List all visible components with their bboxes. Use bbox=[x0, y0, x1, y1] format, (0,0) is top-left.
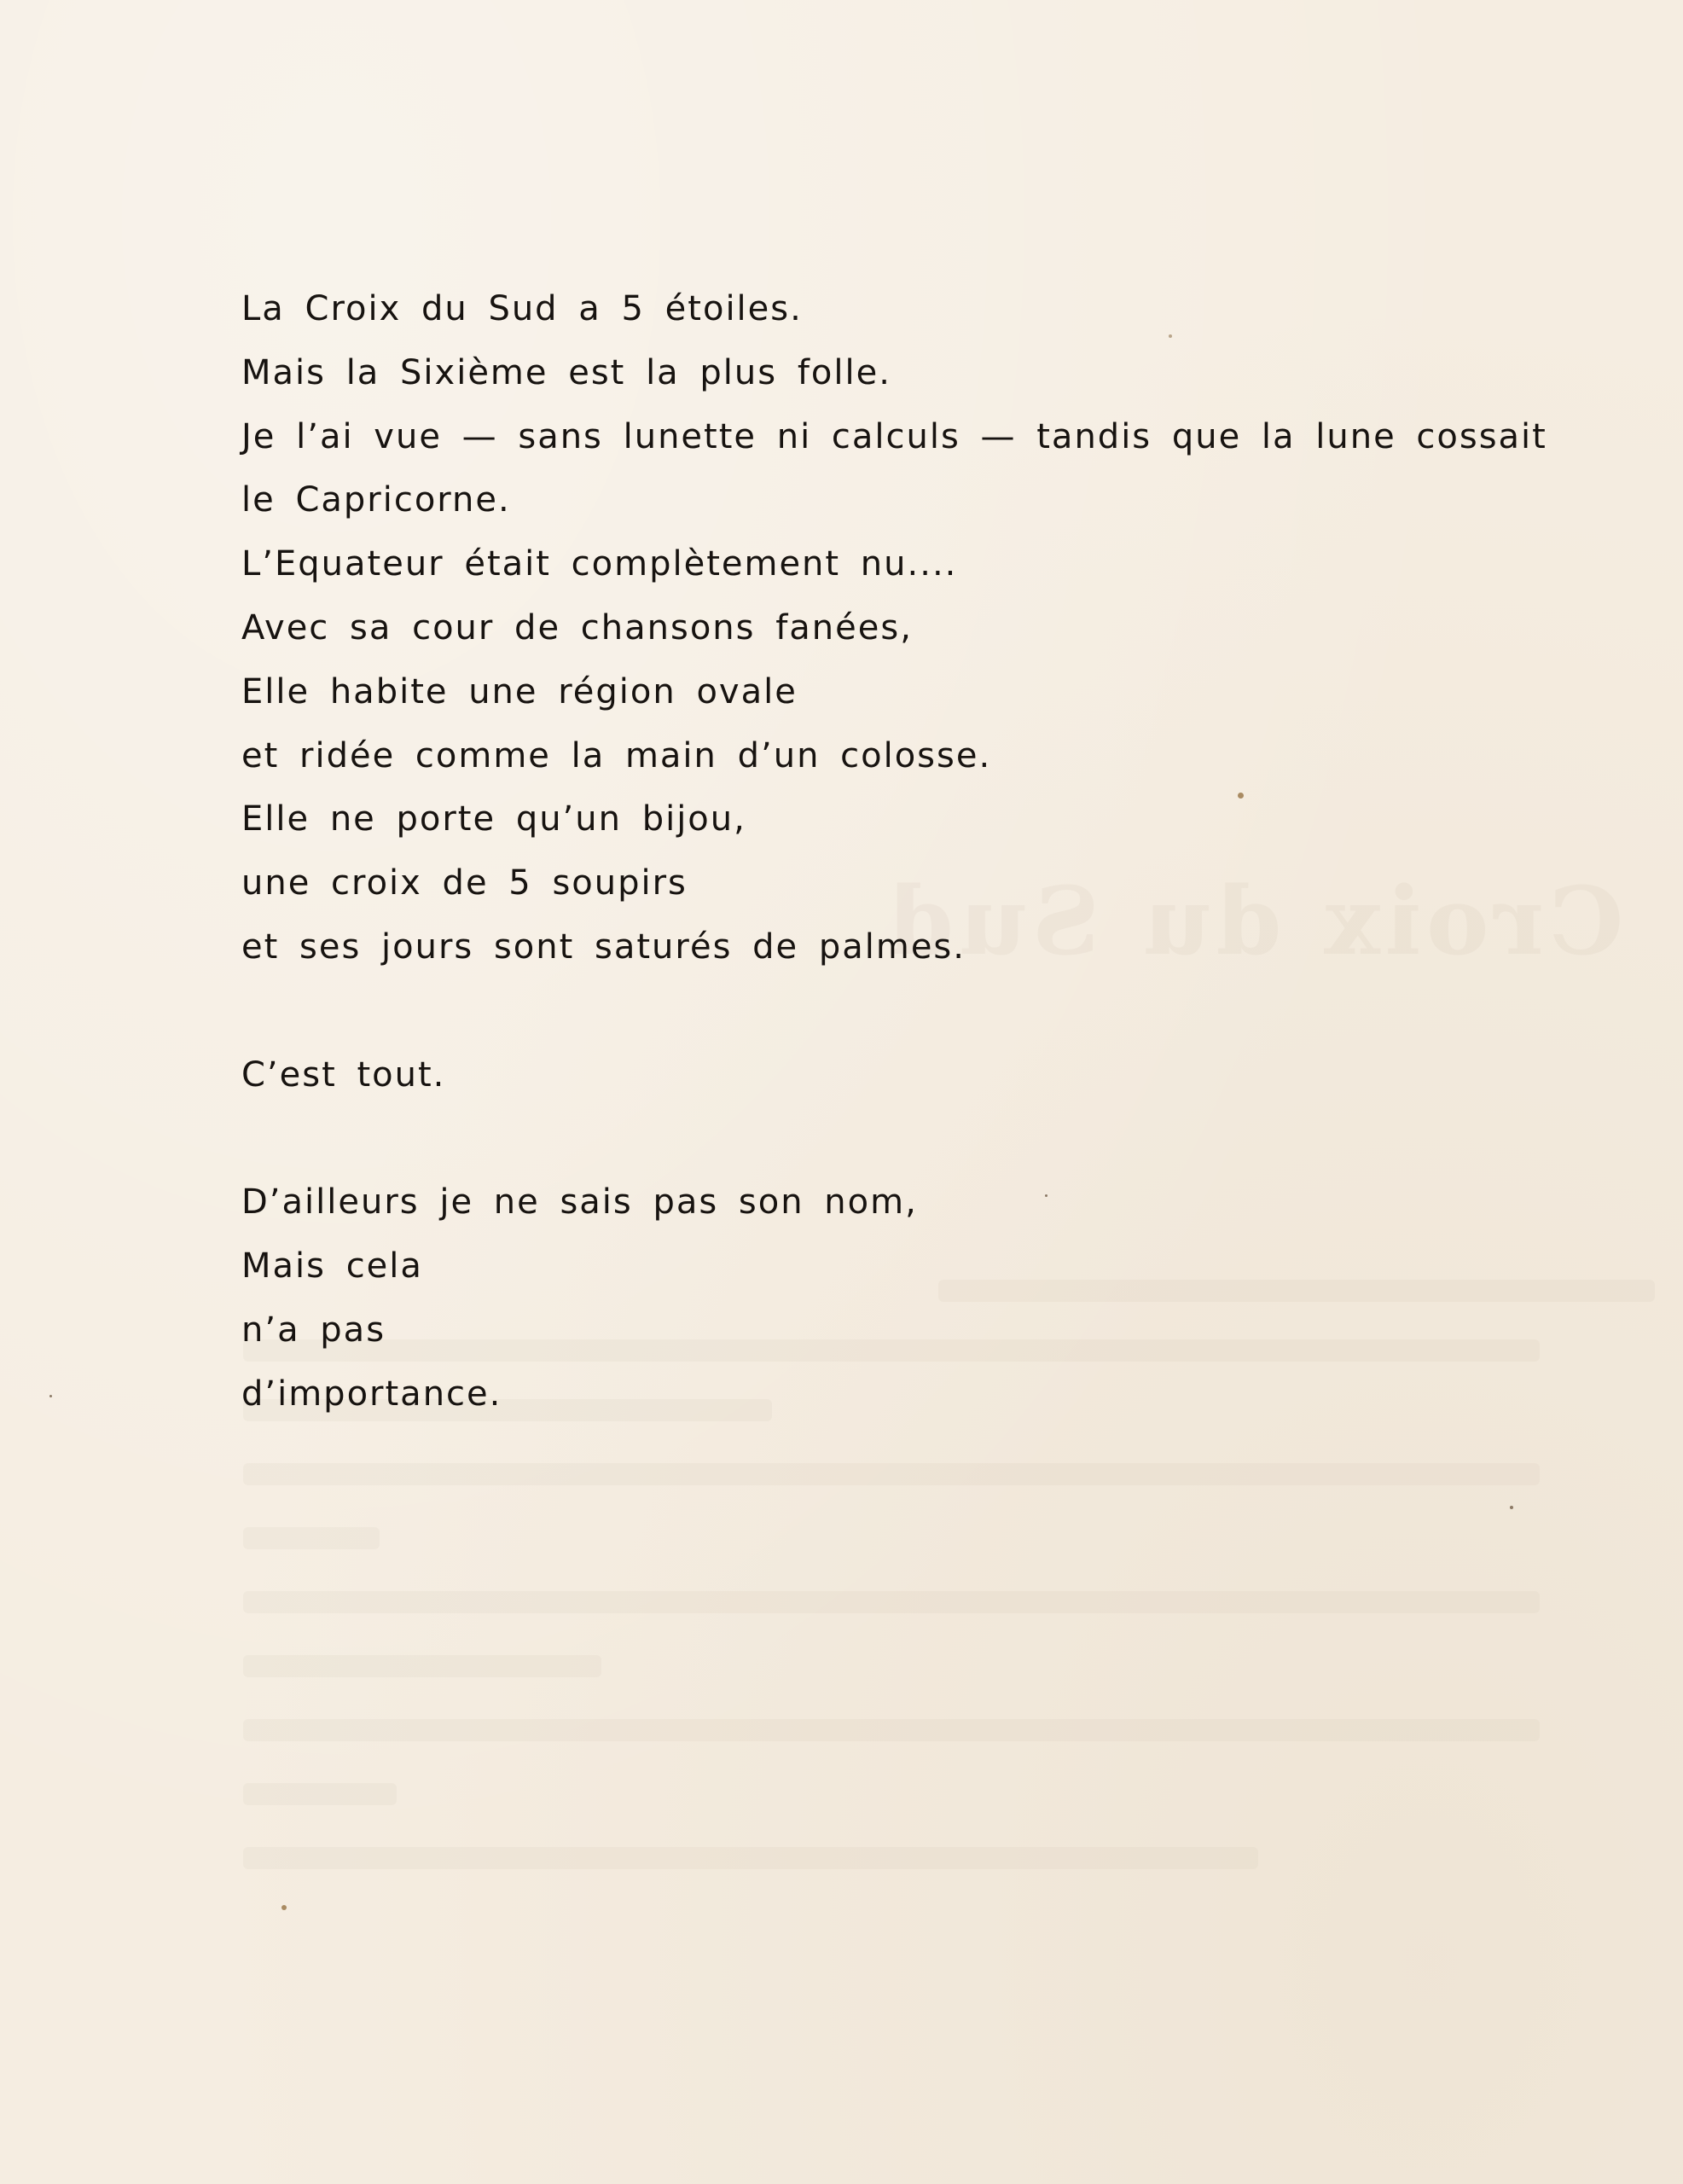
poem-line: La Croix du Sud a 5 étoiles. bbox=[241, 289, 803, 328]
bleed-through-line bbox=[243, 1591, 1540, 1613]
stanza-break bbox=[241, 979, 1538, 1043]
paper-speck bbox=[49, 1395, 52, 1397]
poem-line: et ridée comme la main d’un colosse. bbox=[241, 735, 992, 775]
paper-speck bbox=[1169, 334, 1172, 338]
poem-line: et ses jours sont saturés de palmes. bbox=[241, 926, 966, 967]
bleed-through-line bbox=[243, 1783, 397, 1805]
poem-line: d’importance. bbox=[241, 1374, 502, 1414]
poem-line: n’a pas bbox=[241, 1310, 386, 1350]
stanza-1 bbox=[241, 277, 1547, 979]
poem-line: L’Equateur était complètement nu.... bbox=[241, 544, 958, 584]
bleed-through-line bbox=[243, 1463, 1540, 1485]
paper-speck bbox=[1045, 1194, 1048, 1197]
paper-speck bbox=[281, 1905, 287, 1910]
poem-line: C’est tout. bbox=[241, 1054, 446, 1095]
poem-line: Avec sa cour de chansons fanées, bbox=[241, 607, 913, 648]
poem-line: Mais cela bbox=[241, 1246, 423, 1286]
poem-line: Je l’ai vue — sans lunette ni calculs — tandis que la lune cossait bbox=[241, 416, 1547, 456]
paper-speck bbox=[1510, 1506, 1513, 1509]
bleed-through-line bbox=[243, 1527, 380, 1549]
bleed-through-title: Croix du Sud bbox=[883, 866, 1624, 976]
bleed-through-line bbox=[243, 1847, 1258, 1869]
stanza-3 bbox=[241, 1170, 1538, 1426]
poem-line: Elle habite une région ovale bbox=[241, 671, 798, 712]
poem-line: Elle ne porte qu’un bijou, bbox=[241, 799, 746, 839]
poem-text bbox=[241, 277, 1547, 1426]
poem-line: Mais la Sixième est la plus folle. bbox=[241, 352, 891, 392]
stanza-break bbox=[241, 1107, 1538, 1170]
bleed-through-line bbox=[243, 1719, 1540, 1741]
poem-line: une croix de 5 soupirs bbox=[241, 863, 688, 903]
bleed-through-line bbox=[243, 1655, 601, 1677]
stanza-2 bbox=[241, 1043, 1538, 1107]
paper-speck bbox=[1238, 793, 1244, 799]
poem-line: D’ailleurs je ne sais pas son nom, bbox=[241, 1182, 918, 1223]
poem-line: le Capricorne. bbox=[241, 480, 511, 520]
